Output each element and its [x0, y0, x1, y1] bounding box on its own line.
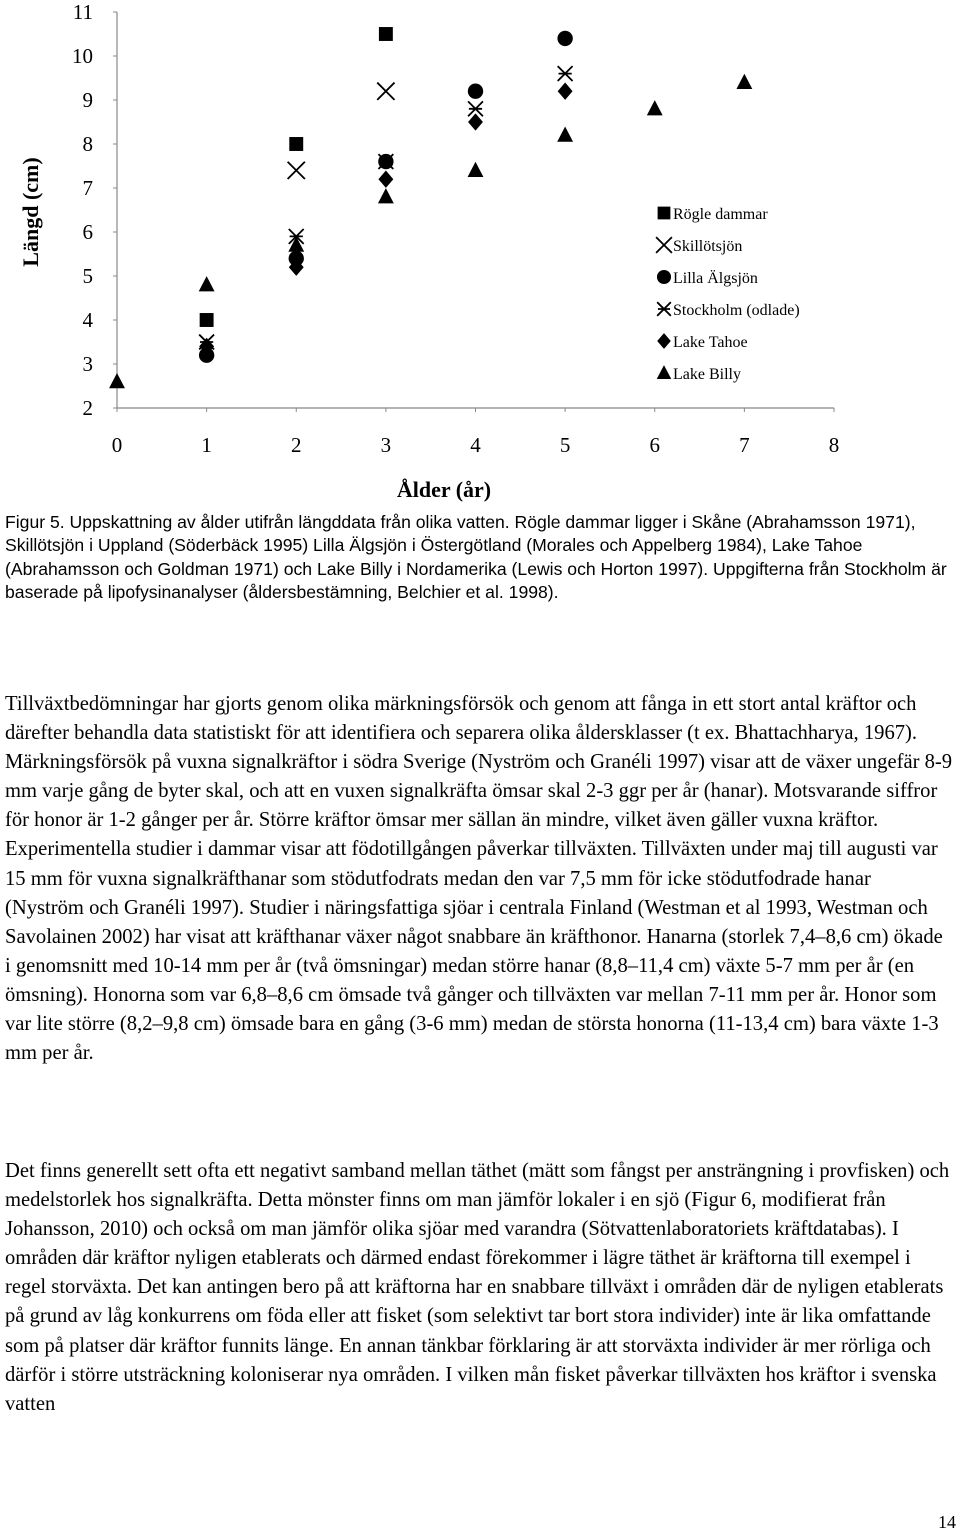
y-tick-label: 8: [82, 132, 93, 156]
legend-label: Lake Tahoe: [673, 334, 748, 351]
point-rögle-dammar: [289, 137, 303, 151]
x-tick-label: 5: [559, 433, 571, 457]
legend-label: Rögle dammar: [673, 206, 768, 223]
point-lake-billy: [199, 276, 215, 291]
legend-marker: [656, 237, 672, 253]
legend-label: Stockholm (odlade): [673, 302, 800, 319]
legend-marker: [657, 270, 671, 284]
x-tick-label: 4: [470, 433, 481, 457]
y-tick-label: 5: [82, 264, 93, 288]
point-lake-billy: [557, 127, 573, 142]
legend-marker: [658, 207, 671, 220]
point-lilla-älgsjön: [468, 84, 483, 99]
point-lake-billy: [109, 373, 125, 388]
y-tick-label: 3: [82, 352, 93, 376]
legend-label: Skillötsjön: [673, 238, 743, 255]
y-tick-label: 9: [82, 88, 93, 112]
y-tick-label: 7: [82, 176, 93, 200]
legend-marker: [657, 365, 672, 379]
point-lake-tahoe: [378, 171, 393, 188]
y-tick-label: 2: [82, 396, 93, 420]
x-tick-label: 8: [828, 433, 840, 457]
y-tick-label: 11: [72, 0, 93, 24]
point-lake-billy: [468, 162, 484, 177]
legend-marker: [657, 302, 671, 316]
point-lilla-älgsjön: [557, 31, 572, 46]
body-paragraph: Tillväxtbedömningar har gjorts genom olika märkningsförsök och genom att fånga in ett stort antal kräftor och därefter behandla data statistiskt för att identifiera och separera olika åldersklasser (t ex. Bhattachharya, 1967). Märkningsförsök på vuxna signalkräftor i södra Sverige (Nyström och Granéli 1997) visar att de växer ungefär 8-9 mm varje gång de byter skal, och att en vuxen signalkräfta ömsar skal 2-3 ggr per år (hanar). Motsvarande siffror för honor är 1-2 gånger per år. Större kräftor ömsar mer sällan än mindre, vilket även gäller vuxna kräftor. Experimentella studier i dammar visar att födotillgången påverkar tillväxten. Tillväxten under maj till augusti var 15 mm för vuxna signalkräfthanar som stödutfodrats medan den var 7,5 mm för icke stödutfodrade hanar (Nyström och Granéli 1997). Studier i näringsfattiga sjöar i centrala Finland (Westman et al 1993, Westman och Savolainen 2002) har visat att kräfthanar växer något snabbare än kräfthonor. Hanarna (storlek 7,4–8,6 cm) ökade i genomsnitt med 10-14 mm per år (två ömsningar) medan större hanar (8,8–11,4 cm) växte 5-7 mm per år (en ömsning). Honorna som var 6,8–8,6 cm ömsade två gånger och tillväxten var mellan 7-11 mm per år. Honor som var lite större (8,2–9,8 cm) ömsade bara en gång (3-6 mm) medan de största honorna (11-13,4 cm) bara växte 1-3 mm per år.: [5, 693, 953, 1065]
y-tick-label: 10: [72, 44, 93, 68]
y-tick-labels: [72, 0, 117, 420]
chart-legend: [656, 206, 800, 383]
point-stockholm-odlade: [558, 66, 573, 81]
point-lake-tahoe: [468, 113, 483, 130]
x-tick-label: 2: [291, 433, 302, 457]
legend-label: Lilla Älgsjön: [673, 270, 758, 287]
x-tick-label: 0: [111, 433, 123, 457]
scatter-chart: [0, 0, 960, 505]
x-tick-label: 6: [649, 433, 660, 457]
y-tick-label: 6: [82, 220, 93, 244]
point-rögle-dammar: [379, 27, 393, 41]
x-axis-label: Ålder (år): [396, 477, 492, 502]
point-skillötsjön: [377, 83, 394, 100]
y-axis-label: Längd (cm): [18, 157, 43, 267]
page-number: 14: [938, 1512, 956, 1532]
legend-label: Lake Billy: [673, 366, 741, 383]
x-tick-labels: [112, 408, 840, 457]
point-rögle-dammar: [200, 313, 214, 327]
figure-caption: Figur 5. Uppskattning av ålder utifrån längddata från olika vatten. Rögle dammar ligger i Skåne (Abrahamsson 1971), Skillötsjön i Uppland (Söderbäck 1995) Lilla Älgsjön i Östergötland (Morales och Appelberg 1984), Lake Tahoe (Abrahamsson och Goldman 1971) och Lake Billy i Nordamerika (Lewis och Horton 1997). Uppgifterna från Stockholm är baserade på lipofysinanalyser (åldersbestämning, Belchier et al. 1998).: [5, 512, 947, 603]
point-lake-tahoe: [558, 83, 573, 100]
y-tick-label: 4: [82, 308, 93, 332]
x-tick-label: 1: [201, 433, 212, 457]
point-lake-billy: [288, 237, 304, 252]
body-paragraph: Det finns generellt sett ofta ett negativt samband mellan täthet (mätt som fångst per ansträngning i provfisken) och medelstorlek hos signalkräfta. Detta mönster finns om man jämför lokaler i en sjö (Figur 6, modifierat från Johansson, 2010) och också om man jämför olika sjöar med varandra (Sötvattenlaboratoriets kräftdatabas). I områden där kräftor nyligen etablerats och därmed endast förekommer i lägre täthet är kräftorna till exempel i regel storväxta. Det kan antingen bero på att kräftorna har en snabbare tillväxt i områden där de nyligen etablerats på grund av låg konkurrens om föda eller att fisket (som selektivt tar bort stora individer) inte är lika omfattande som på platser där kräftor funnits länge. En annan tänkbar förklaring är att storväxta individer är mer rörliga och därför i större utsträckning koloniserar nya områden. I vilken mån fisket påverkar tillväxten hos kräftor i svenska vatten: [5, 1160, 950, 1415]
legend-marker: [657, 333, 671, 349]
point-lake-billy: [378, 188, 394, 203]
x-tick-label: 7: [739, 433, 750, 457]
point-lake-billy: [736, 74, 752, 89]
point-lake-billy: [647, 100, 663, 115]
point-skillötsjön: [288, 162, 305, 179]
data-points: [109, 27, 752, 388]
x-tick-label: 3: [380, 433, 392, 457]
